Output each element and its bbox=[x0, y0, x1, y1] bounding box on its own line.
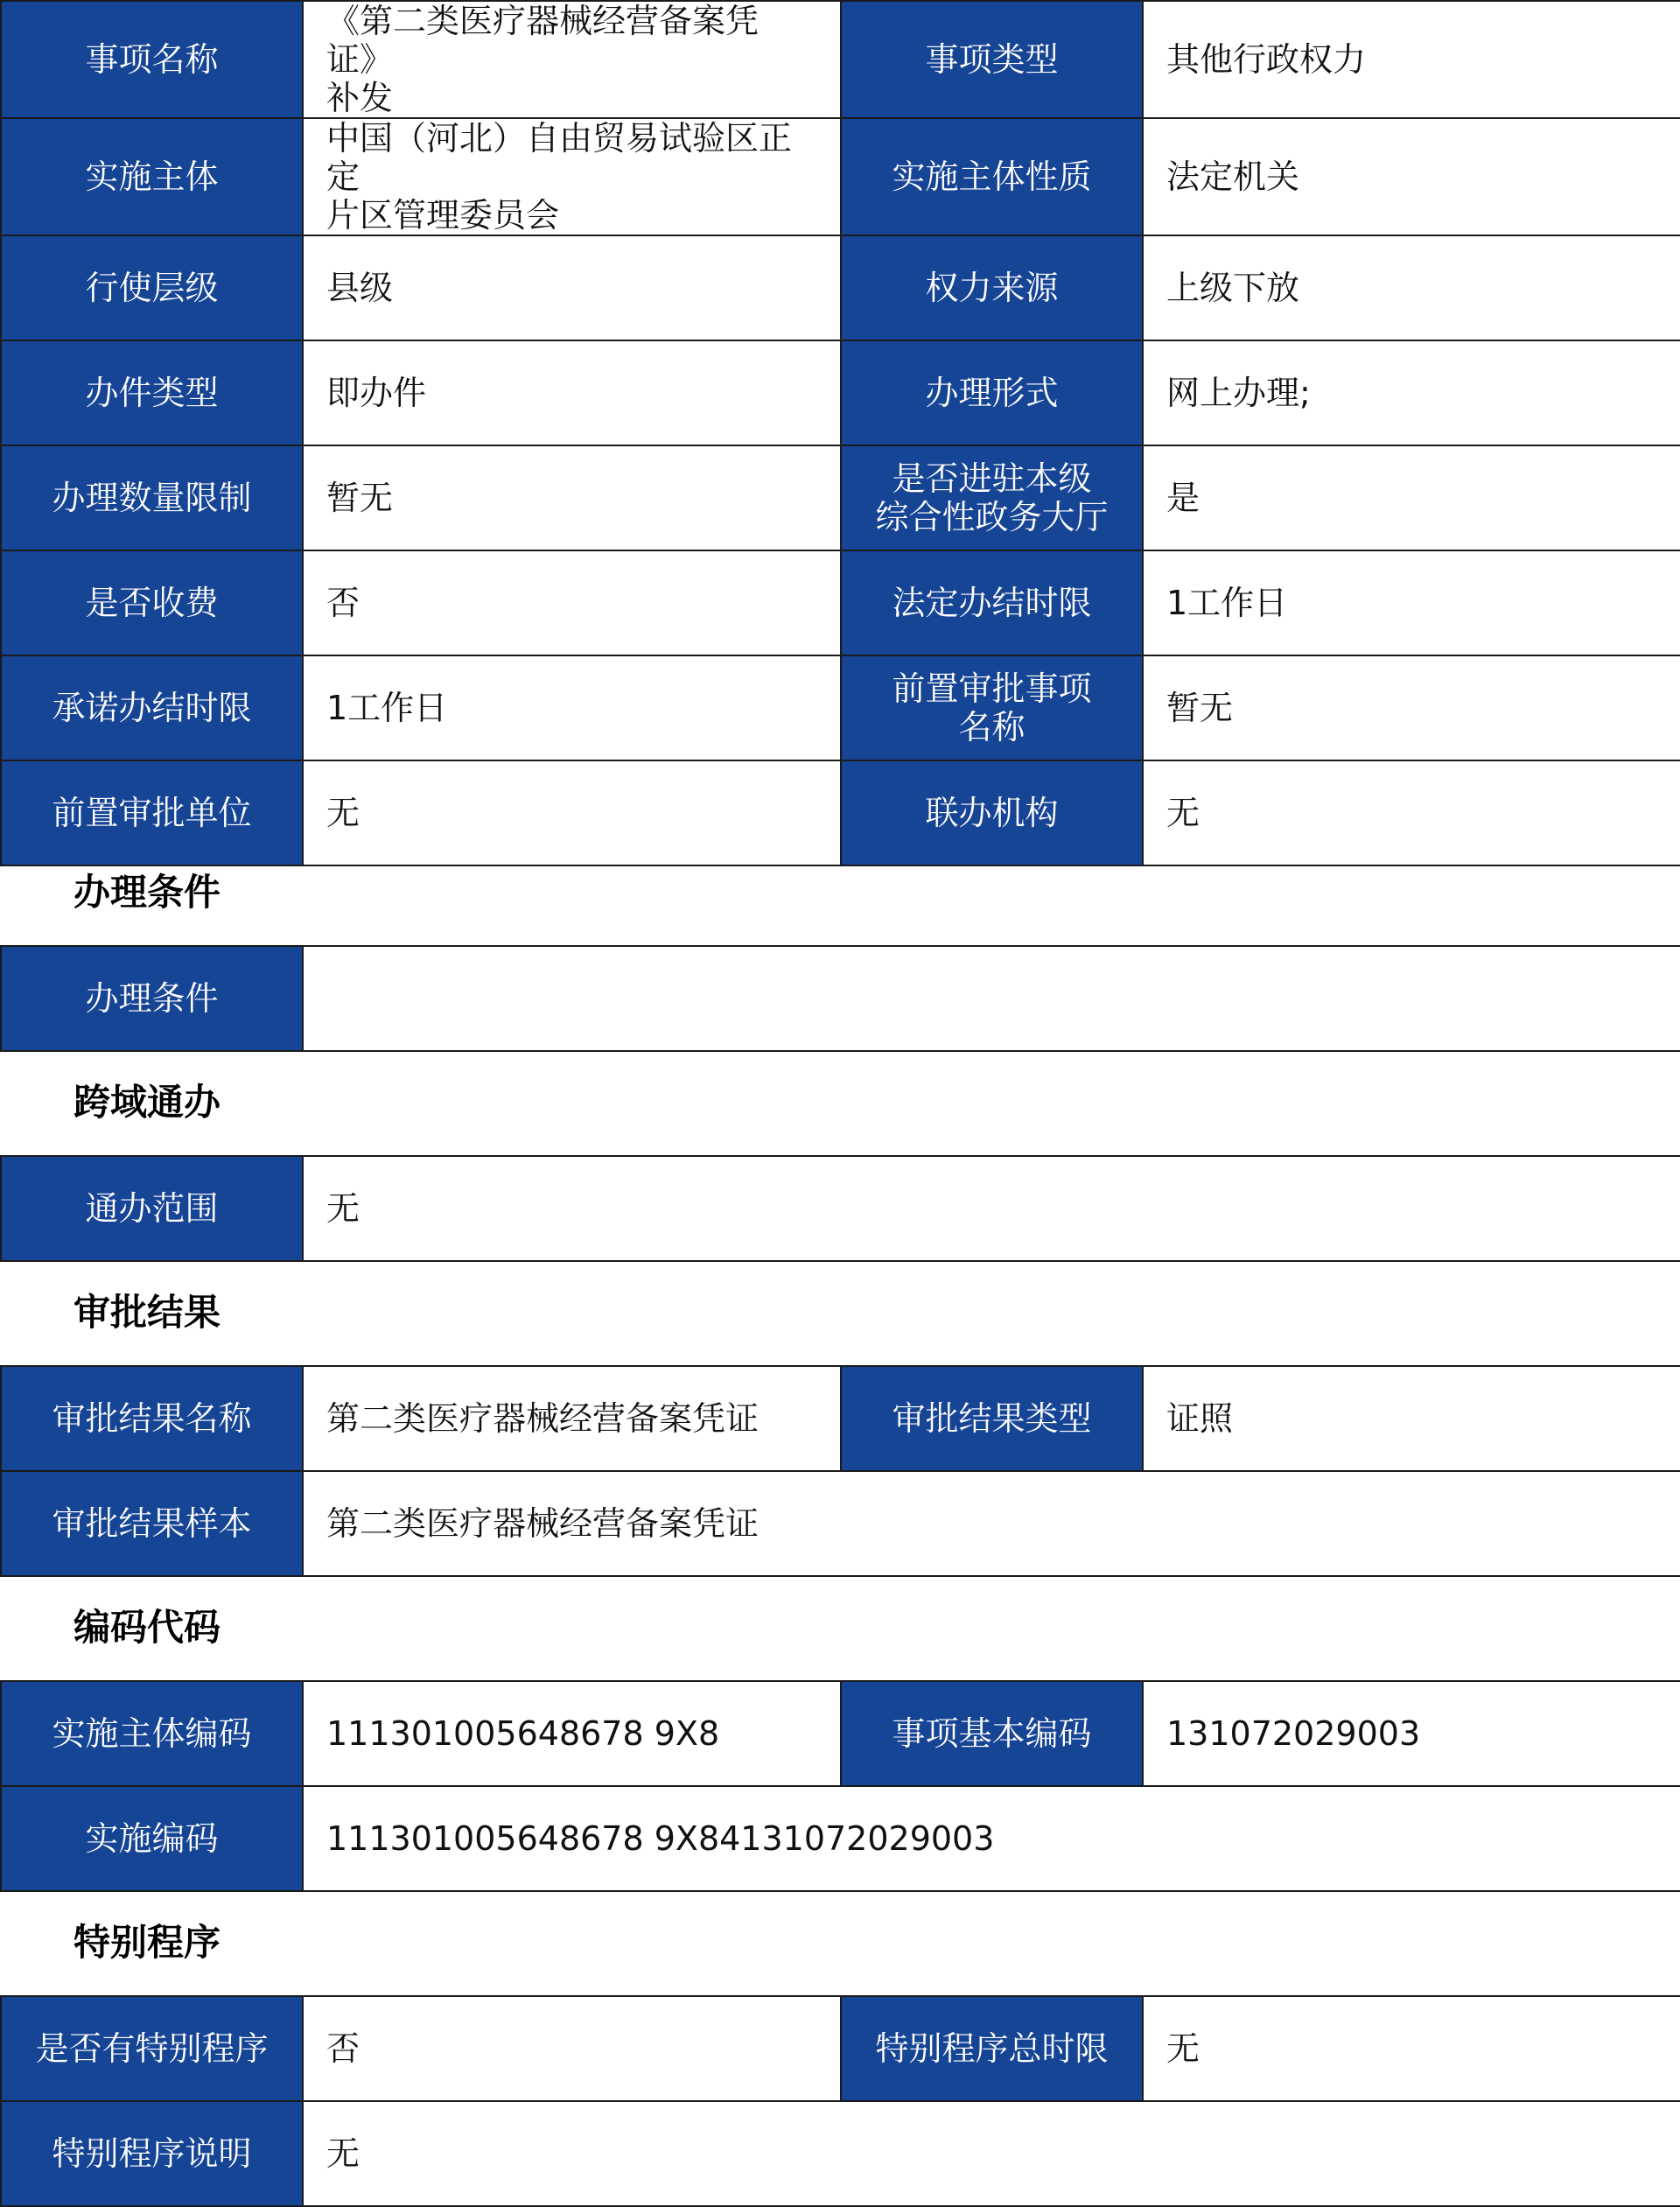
table-row bbox=[1, 1471, 1680, 1576]
legal-time-limit-label: 法定办结时限 bbox=[841, 550, 1143, 655]
table-row bbox=[1, 2101, 1680, 2206]
impl-code-label: 实施编码 bbox=[1, 1786, 303, 1891]
power-source-value: 上级下放 bbox=[1143, 235, 1680, 340]
item-type-label: 事项类型 bbox=[841, 1, 1143, 118]
item-name-value: 《第二类医疗器械经营备案凭证》 补发 bbox=[303, 1, 841, 118]
exercise-level-label: 行使层级 bbox=[1, 235, 303, 340]
fee-label: 是否收费 bbox=[1, 550, 303, 655]
table-row bbox=[1, 1156, 1680, 1261]
quantity-limit-label: 办理数量限制 bbox=[1, 445, 303, 550]
handling-form-label: 办理形式 bbox=[841, 340, 1143, 445]
conditions-table bbox=[0, 945, 1680, 1052]
section-title-approval-result: 审批结果 bbox=[74, 1291, 221, 1334]
promised-time-limit-value: 1工作日 bbox=[303, 655, 841, 760]
promised-time-limit-label: 承诺办结时限 bbox=[1, 655, 303, 760]
result-sample-label: 审批结果样本 bbox=[1, 1471, 303, 1576]
joint-agency-value: 无 bbox=[1143, 760, 1680, 865]
implementing-body-label: 实施主体 bbox=[1, 118, 303, 235]
fee-value: 否 bbox=[303, 550, 841, 655]
joint-agency-label: 联办机构 bbox=[841, 760, 1143, 865]
special-total-label: 特别程序总时限 bbox=[841, 1996, 1143, 2101]
table-row bbox=[1, 550, 1680, 655]
table-row bbox=[1, 946, 1680, 1051]
table-row bbox=[1, 235, 1680, 340]
basic-info-table bbox=[0, 0, 1680, 866]
special-desc-value: 无 bbox=[303, 2101, 1680, 2206]
has-special-label: 是否有特别程序 bbox=[1, 1996, 303, 2101]
has-special-value: 否 bbox=[303, 1996, 841, 2101]
cross-region-table bbox=[0, 1155, 1680, 1262]
body-nature-value: 法定机关 bbox=[1143, 118, 1680, 235]
pre-approval-item-label: 前置审批事项 名称 bbox=[841, 655, 1143, 760]
item-name-label: 事项名称 bbox=[1, 1, 303, 118]
exercise-level-value: 县级 bbox=[303, 235, 841, 340]
section-title-special-procedure: 特别程序 bbox=[74, 1921, 221, 1964]
conditions-value bbox=[303, 946, 1680, 1051]
section-title-conditions: 办理条件 bbox=[74, 871, 221, 914]
case-type-value: 即办件 bbox=[303, 340, 841, 445]
approval-result-table bbox=[0, 1365, 1680, 1577]
basic-code-label: 事项基本编码 bbox=[841, 1681, 1143, 1786]
result-type-label: 审批结果类型 bbox=[841, 1366, 1143, 1471]
item-type-value: 其他行政权力 bbox=[1143, 1, 1680, 118]
special-procedure-table bbox=[0, 1995, 1680, 2207]
result-name-value: 第二类医疗器械经营备案凭证 bbox=[303, 1366, 841, 1471]
pre-approval-unit-label: 前置审批单位 bbox=[1, 760, 303, 865]
table-row bbox=[1, 760, 1680, 865]
codes-table bbox=[0, 1680, 1680, 1892]
case-type-label: 办件类型 bbox=[1, 340, 303, 445]
result-name-label: 审批结果名称 bbox=[1, 1366, 303, 1471]
table-row bbox=[1, 1786, 1680, 1891]
section-title-cross-region: 跨域通办 bbox=[74, 1081, 221, 1124]
result-sample-value: 第二类医疗器械经营备案凭证 bbox=[303, 1471, 1680, 1576]
table-row bbox=[1, 118, 1680, 235]
pre-approval-item-value: 暂无 bbox=[1143, 655, 1680, 760]
table-row bbox=[1, 1681, 1680, 1786]
pre-approval-unit-value: 无 bbox=[303, 760, 841, 865]
table-row bbox=[1, 1996, 1680, 2101]
conditions-label: 办理条件 bbox=[1, 946, 303, 1051]
impl-code-value: 111301005648678 9X84131072029003 bbox=[303, 1786, 1680, 1891]
scope-label: 通办范围 bbox=[1, 1156, 303, 1261]
table-row bbox=[1, 1366, 1680, 1471]
body-nature-label: 实施主体性质 bbox=[841, 118, 1143, 235]
special-total-value: 无 bbox=[1143, 1996, 1680, 2101]
special-desc-label: 特别程序说明 bbox=[1, 2101, 303, 2206]
subject-code-value: 111301005648678 9X8 bbox=[303, 1681, 841, 1786]
subject-code-label: 实施主体编码 bbox=[1, 1681, 303, 1786]
quantity-limit-value: 暂无 bbox=[303, 445, 841, 550]
legal-time-limit-value: 1工作日 bbox=[1143, 550, 1680, 655]
service-hall-label: 是否进驻本级 综合性政务大厅 bbox=[841, 445, 1143, 550]
power-source-label: 权力来源 bbox=[841, 235, 1143, 340]
table-row bbox=[1, 1, 1680, 118]
implementing-body-value: 中国（河北）自由贸易试验区正定 片区管理委员会 bbox=[303, 118, 841, 235]
section-title-codes: 编码代码 bbox=[74, 1606, 221, 1649]
table-row bbox=[1, 655, 1680, 760]
scope-value: 无 bbox=[303, 1156, 1680, 1261]
table-row bbox=[1, 445, 1680, 550]
service-hall-value: 是 bbox=[1143, 445, 1680, 550]
basic-code-value: 131072029003 bbox=[1143, 1681, 1680, 1786]
table-row bbox=[1, 340, 1680, 445]
result-type-value: 证照 bbox=[1143, 1366, 1680, 1471]
handling-form-value: 网上办理; bbox=[1143, 340, 1680, 445]
